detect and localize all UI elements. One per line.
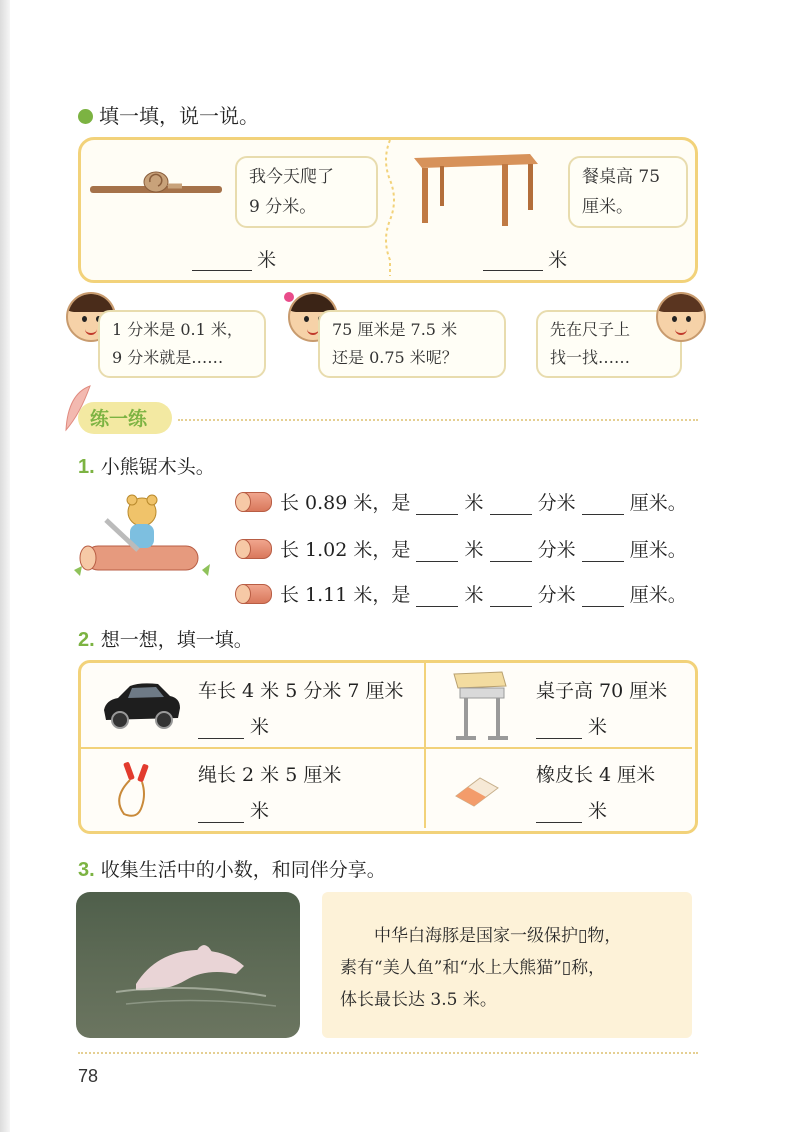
decimeter-blank[interactable] <box>490 492 532 515</box>
left-answer <box>192 245 276 272</box>
footer-divider <box>78 1052 698 1054</box>
meter-blank[interactable] <box>416 492 458 515</box>
answer-blank[interactable] <box>198 800 244 823</box>
log-length: 长 1.11 米，是 <box>280 584 411 606</box>
rope-answer <box>198 796 269 823</box>
hint-bubble-1 <box>98 310 266 378</box>
question-number: 2. <box>78 629 95 651</box>
info-line: 中华白海豚是国家一级保护▯物， <box>374 926 622 946</box>
unit-label: 厘米。 <box>629 539 687 561</box>
centimeter-blank[interactable] <box>582 492 624 515</box>
answer-blank[interactable] <box>198 716 244 739</box>
answer-blank[interactable] <box>483 251 543 271</box>
green-dot-icon <box>78 109 93 124</box>
unit-label: 米 <box>588 716 608 738</box>
boy-avatar-2 <box>656 292 706 342</box>
centimeter-blank[interactable] <box>582 584 624 607</box>
unit-label: 米 <box>250 800 270 822</box>
unit-label: 米 <box>464 539 484 561</box>
eraser-answer <box>536 796 607 823</box>
eraser-icon <box>452 774 502 810</box>
bubble-line: 我今天爬了 <box>249 167 334 187</box>
log-icon <box>236 492 272 512</box>
desk-icon <box>450 668 510 744</box>
unit-label: 米 <box>464 584 484 606</box>
snail-speech-bubble <box>235 156 378 228</box>
desk-height-text: 桌子高 70 厘米 <box>536 680 668 702</box>
page-edge <box>0 0 10 1132</box>
unit-label: 分米 <box>537 492 576 514</box>
bear-sawing-log-icon <box>72 490 212 580</box>
practice-label: 练一练 <box>90 408 148 430</box>
hint-line: 1 分米是 0.1 米， <box>112 320 243 339</box>
meter-blank[interactable] <box>416 539 458 562</box>
log-icon <box>236 584 272 604</box>
hint-line: 找一找…… <box>550 348 631 367</box>
right-answer <box>483 245 567 272</box>
answer-blank[interactable] <box>536 800 582 823</box>
eraser-length-text: 橡皮长 4 厘米 <box>536 764 656 786</box>
hint-line: 9 分米就是…… <box>112 348 224 367</box>
unit-label: 厘米。 <box>629 492 687 514</box>
section-title-text: 填一填，说一说。 <box>99 104 259 128</box>
question-text: 小熊锯木头。 <box>100 456 215 478</box>
question-1-title <box>78 452 215 479</box>
jump-rope-icon <box>104 758 164 822</box>
unit-label: 厘米。 <box>629 584 687 606</box>
hint-line: 还是 0.75 米呢？ <box>332 348 458 367</box>
snail-on-stick-icon <box>90 168 225 204</box>
table-speech-bubble <box>568 156 688 228</box>
info-line: 素有“美人鱼”和“水上大熊猫”▯称， <box>340 958 606 978</box>
answer-blank[interactable] <box>192 251 252 271</box>
unit-label: 米 <box>464 492 484 514</box>
unit-label: 米 <box>250 716 270 738</box>
answer-blank[interactable] <box>536 716 582 739</box>
page-number: 78 <box>78 1066 99 1086</box>
section-title <box>78 100 259 129</box>
question-number: 1. <box>78 456 95 478</box>
bubble-line: 9 分米。 <box>249 197 317 217</box>
unit-label: 米 <box>257 249 277 271</box>
dolphin-info-box <box>322 892 692 1038</box>
hint-line: 先在尺子上 <box>550 320 631 339</box>
unit-label: 米 <box>588 800 608 822</box>
dolphin-icon <box>76 892 300 1038</box>
car-length-text: 车长 4 米 5 分米 7 厘米 <box>198 680 404 702</box>
question-2-title <box>78 625 253 652</box>
desk-answer <box>536 712 607 739</box>
unit-label: 分米 <box>537 539 576 561</box>
info-line: 体长最长达 3.5 米。 <box>340 990 497 1010</box>
bubble-line: 厘米。 <box>582 197 633 217</box>
question-text: 收集生活中的小数，和同伴分享。 <box>100 859 386 881</box>
car-answer <box>198 712 269 739</box>
grid-vertical-divider <box>424 663 426 828</box>
dolphin-photo <box>76 892 300 1038</box>
decimeter-blank[interactable] <box>490 584 532 607</box>
bubble-line: 餐桌高 75 <box>582 167 661 187</box>
rope-length-text: 绳长 2 米 5 厘米 <box>198 764 342 786</box>
unit-label: 分米 <box>537 584 576 606</box>
frame-divider <box>380 140 400 276</box>
unit-label: 米 <box>548 249 568 271</box>
hint-line: 75 厘米是 7.5 米 <box>332 320 458 339</box>
practice-divider <box>178 419 698 421</box>
car-icon <box>100 678 182 730</box>
hair-bow-icon <box>284 292 294 302</box>
centimeter-blank[interactable] <box>582 539 624 562</box>
question-text: 想一想，填一填。 <box>100 629 253 651</box>
log-icon <box>236 539 272 559</box>
decimeter-blank[interactable] <box>490 539 532 562</box>
meter-blank[interactable] <box>416 584 458 607</box>
grid-horizontal-divider <box>81 747 692 749</box>
hint-bubble-2 <box>318 310 506 378</box>
log-length: 长 1.02 米，是 <box>280 539 411 561</box>
question-number: 3. <box>78 859 95 881</box>
dining-table-icon <box>410 150 540 230</box>
log-length: 长 0.89 米，是 <box>280 492 411 514</box>
question-3-title <box>78 855 386 882</box>
